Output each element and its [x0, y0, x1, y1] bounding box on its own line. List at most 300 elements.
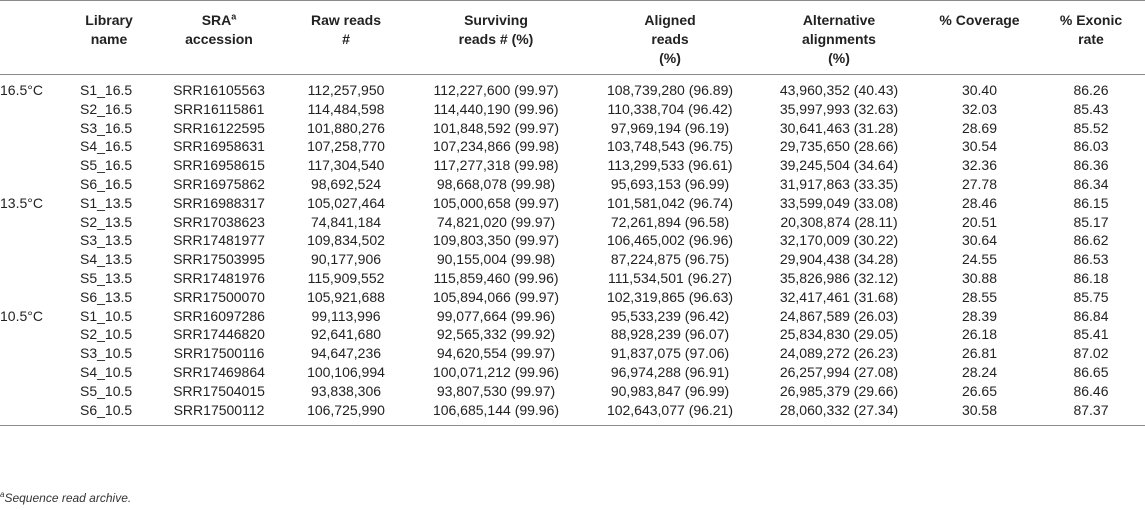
condition-cell — [0, 344, 64, 363]
coverage-cell: 30.40 — [961, 82, 998, 98]
aligned-reads-cell-value: 95,533,239 — [610, 307, 681, 324]
surviving-reads-cell-value: 109,803,350 — [432, 232, 511, 249]
exonic-rate-cell: 86.03 — [1073, 138, 1109, 155]
alternative-alignments-cell-value: 26,985,379 — [779, 382, 850, 399]
aligned-reads-cell-percent: (96.74) — [688, 194, 734, 211]
surviving-reads-cell-percent: (99.97) — [514, 232, 560, 249]
table-row — [0, 100, 1145, 119]
alternative-alignments-cell-percent: (30.22) — [853, 232, 899, 249]
raw-reads-cell: 74,841,184 — [310, 213, 382, 230]
surviving-reads-cell-value: 106,685,144 — [432, 401, 511, 418]
exonic-rate-cell: 86.53 — [1073, 251, 1109, 268]
alternative-alignments-cell-value: 30,641,463 — [779, 119, 850, 136]
header-coverage: % Coverage — [922, 1, 1037, 75]
aligned-reads-cell-value: 97,969,194 — [610, 119, 681, 136]
exonic-rate-cell: 86.15 — [1073, 194, 1109, 211]
alternative-alignments-cell-percent: (32.63) — [853, 100, 899, 117]
sra-cell: SRR17481977 — [173, 232, 265, 249]
aligned-reads-cell-value: 102,643,077 — [606, 401, 685, 418]
exonic-rate-cell: 86.46 — [1073, 382, 1109, 399]
surviving-reads-cell — [408, 119, 584, 138]
sra-cell: SRR16988317 — [173, 194, 265, 211]
alternative-alignments-cell-value: 35,997,993 — [779, 100, 850, 117]
alternative-alignments-cell-percent: (27.08) — [853, 363, 899, 380]
aligned-reads-cell-percent: (96.19) — [684, 119, 730, 136]
sra-cell: SRR16097286 — [173, 307, 265, 324]
raw-reads-cell: 117,304,540 — [307, 157, 385, 174]
alternative-alignments-cell-percent: (28.11) — [854, 213, 898, 230]
condition-cell — [0, 119, 64, 138]
header-raw-reads: Raw reads # — [284, 1, 408, 75]
aligned-reads-cell-percent: (97.06) — [684, 345, 730, 362]
alternative-alignments-cell-value: 24,867,589 — [779, 307, 850, 324]
aligned-reads-cell — [584, 363, 756, 382]
surviving-reads-cell-percent: (99.98) — [514, 138, 560, 155]
surviving-reads-cell-percent: (99.96) — [514, 363, 560, 380]
surviving-reads-cell — [408, 269, 584, 288]
surviving-reads-cell — [408, 156, 584, 175]
alternative-alignments-cell-value: 31,917,863 — [779, 175, 850, 192]
table-row — [0, 401, 1145, 426]
header-alternative-alignments: Alternative alignments (%) — [756, 1, 922, 75]
alternative-alignments-cell-percent: (40.43) — [853, 82, 899, 98]
library-cell: S4_10.5 — [80, 363, 133, 380]
header-sra-sup: a — [231, 11, 237, 22]
condition-cell — [0, 100, 64, 119]
aligned-reads-cell-percent: (96.75) — [684, 251, 730, 268]
sra-cell: SRR17446820 — [173, 326, 265, 343]
coverage-cell: 27.78 — [961, 175, 998, 192]
library-cell: S2_13.5 — [80, 213, 133, 230]
alternative-alignments-cell — [756, 250, 922, 269]
alternative-alignments-cell — [756, 100, 922, 119]
library-cell: S4_13.5 — [80, 251, 133, 268]
alternative-alignments-cell-value: 35,826,986 — [779, 269, 850, 286]
table-row — [0, 325, 1145, 344]
surviving-reads-cell-value: 98,668,078 — [436, 175, 507, 192]
condition-cell — [0, 213, 64, 232]
alternative-alignments-cell-percent: (33.08) — [853, 194, 899, 211]
raw-reads-cell: 101,880,276 — [307, 119, 385, 136]
alternative-alignments-cell-value: 24,089,272 — [779, 345, 850, 362]
aligned-reads-cell-percent: (96.91) — [684, 363, 730, 380]
surviving-reads-cell-percent: (99.96) — [510, 307, 556, 324]
raw-reads-cell: 94,647,236 — [310, 345, 382, 362]
condition-cell — [0, 250, 64, 269]
sra-cell: SRR17038623 — [173, 213, 265, 230]
table-header — [0, 1, 1145, 75]
surviving-reads-cell-percent: (99.98) — [514, 157, 559, 174]
sra-cell: SRR16975862 — [173, 175, 265, 192]
table-row — [0, 250, 1145, 269]
aligned-reads-cell-percent: (96.42) — [688, 100, 733, 117]
coverage-cell: 24.55 — [961, 251, 998, 268]
sra-cell: SRR16958615 — [173, 157, 265, 174]
surviving-reads-cell — [408, 382, 584, 401]
exonic-rate-cell: 86.65 — [1073, 363, 1109, 380]
coverage-cell: 26.81 — [961, 345, 998, 362]
aligned-reads-cell — [584, 213, 756, 232]
alternative-alignments-cell — [756, 363, 922, 382]
coverage-cell: 32.36 — [961, 157, 998, 174]
aligned-reads-cell — [584, 119, 756, 138]
condition-cell — [0, 363, 64, 382]
aligned-reads-cell-value: 72,261,894 — [610, 213, 681, 230]
alternative-alignments-cell — [756, 175, 922, 194]
raw-reads-cell: 106,725,990 — [284, 401, 408, 426]
aligned-reads-cell — [584, 401, 756, 426]
condition-cell — [0, 269, 64, 288]
sra-cell: SRR16122595 — [173, 119, 265, 136]
aligned-reads-cell-percent: (96.42) — [684, 307, 730, 324]
library-cell: S5_13.5 — [80, 269, 133, 286]
coverage-cell: 28.46 — [961, 194, 998, 211]
aligned-reads-cell-value: 87,224,875 — [610, 251, 681, 268]
aligned-reads-cell — [584, 75, 756, 100]
library-cell: S3_16.5 — [80, 119, 133, 136]
alternative-alignments-cell-value: 32,170,009 — [779, 232, 850, 249]
library-cell: S2_16.5 — [80, 100, 133, 117]
surviving-reads-cell — [408, 307, 584, 326]
sra-cell: SRR17469864 — [173, 363, 265, 380]
sra-cell: SRR17503995 — [173, 251, 265, 268]
aligned-reads-cell — [584, 307, 756, 326]
condition-cell — [0, 156, 64, 175]
surviving-reads-cell — [408, 75, 584, 100]
condition-cell — [0, 382, 64, 401]
surviving-reads-cell-value: 74,821,020 — [436, 213, 507, 230]
library-cell: S6_13.5 — [80, 288, 133, 305]
surviving-reads-cell-value: 101,848,592 — [432, 119, 511, 136]
alternative-alignments-cell-value: 25,834,830 — [779, 326, 850, 343]
raw-reads-cell: 105,921,688 — [307, 288, 385, 305]
raw-reads-cell: 109,834,502 — [307, 232, 385, 249]
surviving-reads-cell-value: 107,234,866 — [432, 138, 511, 155]
surviving-reads-cell — [408, 137, 584, 156]
exonic-rate-cell: 85.52 — [1073, 119, 1109, 136]
aligned-reads-cell — [584, 175, 756, 194]
surviving-reads-cell-percent: (99.96) — [514, 401, 560, 418]
library-cell: S5_16.5 — [80, 157, 133, 174]
surviving-reads-cell-value: 93,807,530 — [436, 382, 507, 399]
condition-cell: 13.5°C — [0, 194, 43, 211]
alternative-alignments-cell — [756, 137, 922, 156]
aligned-reads-cell-value: 108,739,280 — [606, 82, 685, 98]
surviving-reads-cell-value: 115,859,460 — [433, 269, 511, 286]
table-row — [0, 344, 1145, 363]
aligned-reads-cell-value: 95,693,153 — [610, 175, 681, 192]
alternative-alignments-cell-value: 33,599,049 — [779, 194, 850, 211]
condition-cell — [0, 325, 64, 344]
alternative-alignments-cell-percent: (26.23) — [853, 345, 899, 362]
condition-cell: 10.5°C — [0, 307, 43, 324]
alternative-alignments-cell-value: 29,904,438 — [779, 251, 850, 268]
coverage-cell: 26.65 — [961, 382, 998, 399]
aligned-reads-cell-percent: (96.27) — [687, 269, 733, 286]
header-sra-label: SRA — [201, 12, 232, 28]
coverage-cell: 28.24 — [961, 363, 998, 380]
exonic-rate-cell: 85.43 — [1073, 100, 1109, 117]
alternative-alignments-cell — [756, 156, 922, 175]
alternative-alignments-cell-value: 43,960,352 — [779, 82, 850, 98]
sra-cell: SRR17500116 — [173, 345, 265, 362]
surviving-reads-cell-percent: (99.97) — [510, 345, 556, 362]
aligned-reads-cell-value: 102,319,865 — [606, 288, 685, 305]
surviving-reads-cell-percent: (99.96) — [514, 100, 559, 117]
library-cell: S1_10.5 — [80, 307, 133, 324]
aligned-reads-cell-value: 101,581,042 — [606, 194, 685, 211]
sra-cell: SRR17500112 — [154, 401, 284, 426]
aligned-reads-cell-value: 111,534,501 — [607, 269, 684, 286]
surviving-reads-cell-percent: (99.92) — [510, 326, 556, 343]
table-row — [0, 307, 1145, 326]
header-exonic-rate: % Exonic rate — [1037, 1, 1145, 75]
aligned-reads-cell-value: 113,299,533 — [607, 157, 685, 174]
table-row — [0, 194, 1145, 213]
aligned-reads-cell — [584, 194, 756, 213]
alternative-alignments-cell-value: 28,060,332 — [779, 401, 850, 418]
sra-cell: SRR16115861 — [173, 100, 265, 117]
exonic-rate-cell: 86.18 — [1073, 269, 1109, 286]
surviving-reads-cell-percent: (99.97) — [510, 213, 556, 230]
surviving-reads-cell — [408, 231, 584, 250]
library-cell: S1_16.5 — [80, 82, 133, 98]
sra-cell: SRR17504015 — [173, 382, 265, 399]
coverage-cell: 28.39 — [961, 307, 998, 324]
coverage-cell: 28.69 — [961, 119, 998, 136]
surviving-reads-cell-value: 94,620,554 — [436, 345, 507, 362]
aligned-reads-cell — [584, 156, 756, 175]
table-row — [0, 137, 1145, 156]
table-row — [0, 175, 1145, 194]
raw-reads-cell: 115,909,552 — [307, 269, 385, 286]
raw-reads-cell: 98,692,524 — [310, 175, 382, 192]
sra-cell: SRR16105563 — [173, 82, 265, 98]
alternative-alignments-cell — [756, 75, 922, 100]
aligned-reads-cell — [584, 231, 756, 250]
table-row — [0, 213, 1145, 232]
surviving-reads-cell — [408, 325, 584, 344]
alternative-alignments-cell-value: 20,308,874 — [780, 213, 851, 230]
library-cell: S1_13.5 — [80, 194, 133, 211]
surviving-reads-cell-percent: (99.97) — [514, 82, 559, 98]
surviving-reads-cell — [408, 401, 584, 426]
alternative-alignments-cell — [756, 269, 922, 288]
aligned-reads-cell-value: 103,748,543 — [606, 138, 685, 155]
exonic-rate-cell: 86.26 — [1073, 82, 1109, 98]
coverage-cell: 30.58 — [922, 401, 1037, 426]
aligned-reads-cell — [584, 288, 756, 307]
surviving-reads-cell-percent: (99.97) — [510, 382, 556, 399]
alternative-alignments-cell-value: 26,257,994 — [779, 363, 850, 380]
raw-reads-cell: 114,484,598 — [307, 100, 385, 117]
surviving-reads-cell — [408, 100, 584, 119]
surviving-reads-cell — [408, 194, 584, 213]
exonic-rate-cell: 85.17 — [1073, 213, 1109, 230]
aligned-reads-cell-value: 88,928,239 — [610, 326, 681, 343]
surviving-reads-cell-value: 114,440,190 — [433, 100, 511, 117]
sra-cell: SRR17500070 — [173, 288, 265, 305]
footnote-marker: a — [0, 490, 5, 499]
alternative-alignments-cell — [756, 119, 922, 138]
aligned-reads-cell-value: 90,983,847 — [610, 382, 681, 399]
alternative-alignments-cell — [756, 213, 922, 232]
aligned-reads-cell — [584, 269, 756, 288]
raw-reads-cell: 112,257,950 — [307, 82, 385, 98]
condition-cell — [0, 137, 64, 156]
aligned-reads-cell-percent: (96.63) — [688, 288, 734, 305]
header-surviving-reads: Surviving reads # (%) — [408, 1, 584, 75]
surviving-reads-cell-value: 112,227,600 — [433, 82, 511, 98]
alternative-alignments-cell-value: 32,417,461 — [779, 288, 850, 305]
aligned-reads-cell-percent: (96.99) — [684, 382, 730, 399]
alternative-alignments-cell — [756, 194, 922, 213]
exonic-rate-cell: 85.41 — [1073, 326, 1109, 343]
condition-cell — [0, 288, 64, 307]
alternative-alignments-cell-percent: (32.12) — [853, 269, 899, 286]
coverage-cell: 26.18 — [961, 326, 998, 343]
alternative-alignments-cell-percent: (31.28) — [853, 119, 899, 136]
coverage-cell: 30.88 — [961, 269, 998, 286]
sra-cell: SRR17481976 — [173, 269, 265, 286]
alternative-alignments-cell-value: 29,735,650 — [779, 138, 850, 155]
coverage-cell: 30.64 — [961, 232, 998, 249]
footnote — [0, 491, 131, 505]
alternative-alignments-cell — [756, 401, 922, 426]
raw-reads-cell: 100,106,994 — [307, 363, 385, 380]
table-body — [0, 75, 1145, 426]
coverage-cell: 30.54 — [961, 138, 998, 155]
aligned-reads-cell-percent: (96.96) — [688, 232, 734, 249]
exonic-rate-cell: 85.75 — [1073, 288, 1109, 305]
coverage-cell: 20.51 — [961, 213, 998, 230]
surviving-reads-cell — [408, 213, 584, 232]
header-sra — [154, 1, 284, 75]
library-cell: S3_10.5 — [80, 345, 133, 362]
raw-reads-cell: 105,027,464 — [307, 194, 385, 211]
surviving-reads-cell-percent: (99.97) — [514, 288, 560, 305]
alternative-alignments-cell — [756, 307, 922, 326]
library-cell: S5_10.5 — [80, 382, 133, 399]
table-row — [0, 75, 1145, 100]
raw-reads-cell: 99,113,996 — [311, 307, 381, 324]
surviving-reads-cell — [408, 250, 584, 269]
exonic-rate-cell: 86.36 — [1073, 157, 1109, 174]
surviving-reads-cell-percent: (99.98) — [510, 251, 556, 268]
aligned-reads-cell-percent: (96.75) — [688, 138, 734, 155]
surviving-reads-cell-value: 117,277,318 — [433, 157, 511, 174]
surviving-reads-cell — [408, 344, 584, 363]
alternative-alignments-cell-percent: (27.34) — [853, 401, 899, 418]
raw-reads-cell: 107,258,770 — [307, 138, 385, 155]
aligned-reads-cell-percent: (96.99) — [684, 175, 730, 192]
aligned-reads-cell-percent: (96.89) — [688, 82, 734, 98]
aligned-reads-cell-value: 91,837,075 — [610, 345, 681, 362]
exonic-rate-cell: 87.02 — [1073, 345, 1109, 362]
alternative-alignments-cell-percent: (33.35) — [853, 175, 899, 192]
alternative-alignments-cell-percent: (34.64) — [853, 157, 899, 174]
library-cell: S6_16.5 — [80, 175, 133, 192]
header-sra-line2: accession — [185, 31, 253, 47]
table-row — [0, 288, 1145, 307]
header-condition — [0, 1, 64, 75]
alternative-alignments-cell-percent: (28.66) — [853, 138, 899, 155]
aligned-reads-cell-value: 106,465,002 — [606, 232, 685, 249]
library-cell: S2_10.5 — [80, 326, 133, 343]
aligned-reads-cell — [584, 250, 756, 269]
alternative-alignments-cell — [756, 382, 922, 401]
alternative-alignments-cell — [756, 231, 922, 250]
alternative-alignments-cell-percent: (26.03) — [853, 307, 899, 324]
footnote-text: Sequence read archive. — [4, 491, 132, 505]
aligned-reads-cell — [584, 325, 756, 344]
library-cell: S6_10.5 — [64, 401, 154, 426]
library-cell: S4_16.5 — [80, 138, 133, 155]
surviving-reads-cell-percent: (99.97) — [514, 194, 560, 211]
table-row — [0, 119, 1145, 138]
table-row — [0, 363, 1145, 382]
surviving-reads-cell-value: 99,077,664 — [436, 307, 507, 324]
condition-cell: 16.5°C — [0, 82, 43, 98]
alternative-alignments-cell-percent: (29.66) — [853, 382, 899, 399]
aligned-reads-cell-percent: (96.07) — [684, 326, 730, 343]
raw-reads-cell: 90,177,906 — [310, 251, 382, 268]
sra-cell: SRR16958631 — [173, 138, 265, 155]
alternative-alignments-cell — [756, 325, 922, 344]
aligned-reads-cell-percent: (96.61) — [688, 157, 733, 174]
exonic-rate-cell: 86.62 — [1073, 232, 1109, 249]
header-aligned-reads: Aligned reads (%) — [584, 1, 756, 75]
condition-cell — [0, 231, 64, 250]
table-row — [0, 231, 1145, 250]
coverage-cell: 28.55 — [961, 288, 998, 305]
aligned-reads-cell — [584, 382, 756, 401]
aligned-reads-cell-percent: (96.21) — [688, 401, 734, 418]
alternative-alignments-cell — [756, 288, 922, 307]
surviving-reads-cell-percent: (99.98) — [510, 175, 556, 192]
header-library: Library name — [64, 1, 154, 75]
surviving-reads-cell-value: 90,155,004 — [436, 251, 507, 268]
surviving-reads-cell-value: 100,071,212 — [432, 363, 511, 380]
alternative-alignments-cell-value: 39,245,504 — [779, 157, 850, 174]
surviving-reads-cell — [408, 363, 584, 382]
coverage-cell: 32.03 — [961, 100, 998, 117]
alternative-alignments-cell-percent: (31.68) — [853, 288, 899, 305]
table-row — [0, 269, 1145, 288]
condition-cell — [0, 175, 64, 194]
aligned-reads-cell-value: 110,338,704 — [607, 100, 685, 117]
exonic-rate-cell: 86.34 — [1073, 175, 1109, 192]
surviving-reads-cell-value: 92,565,332 — [436, 326, 507, 343]
surviving-reads-cell-percent: (99.97) — [514, 119, 560, 136]
aligned-reads-cell — [584, 100, 756, 119]
table-row — [0, 156, 1145, 175]
surviving-reads-cell-value: 105,000,658 — [432, 194, 511, 211]
alternative-alignments-cell — [756, 344, 922, 363]
raw-reads-cell: 92,641,680 — [310, 326, 382, 343]
surviving-reads-cell — [408, 288, 584, 307]
alternative-alignments-cell-percent: (34.28) — [853, 251, 899, 268]
surviving-reads-cell-value: 105,894,066 — [432, 288, 511, 305]
aligned-reads-cell — [584, 344, 756, 363]
surviving-reads-cell-percent: (99.96) — [514, 269, 559, 286]
alternative-alignments-cell-percent: (29.05) — [853, 326, 899, 343]
library-cell: S3_13.5 — [80, 232, 133, 249]
aligned-reads-cell-percent: (96.58) — [684, 213, 730, 230]
exonic-rate-cell: 87.37 — [1037, 401, 1145, 426]
raw-reads-cell: 93,838,306 — [310, 382, 382, 399]
condition-cell — [0, 401, 64, 426]
